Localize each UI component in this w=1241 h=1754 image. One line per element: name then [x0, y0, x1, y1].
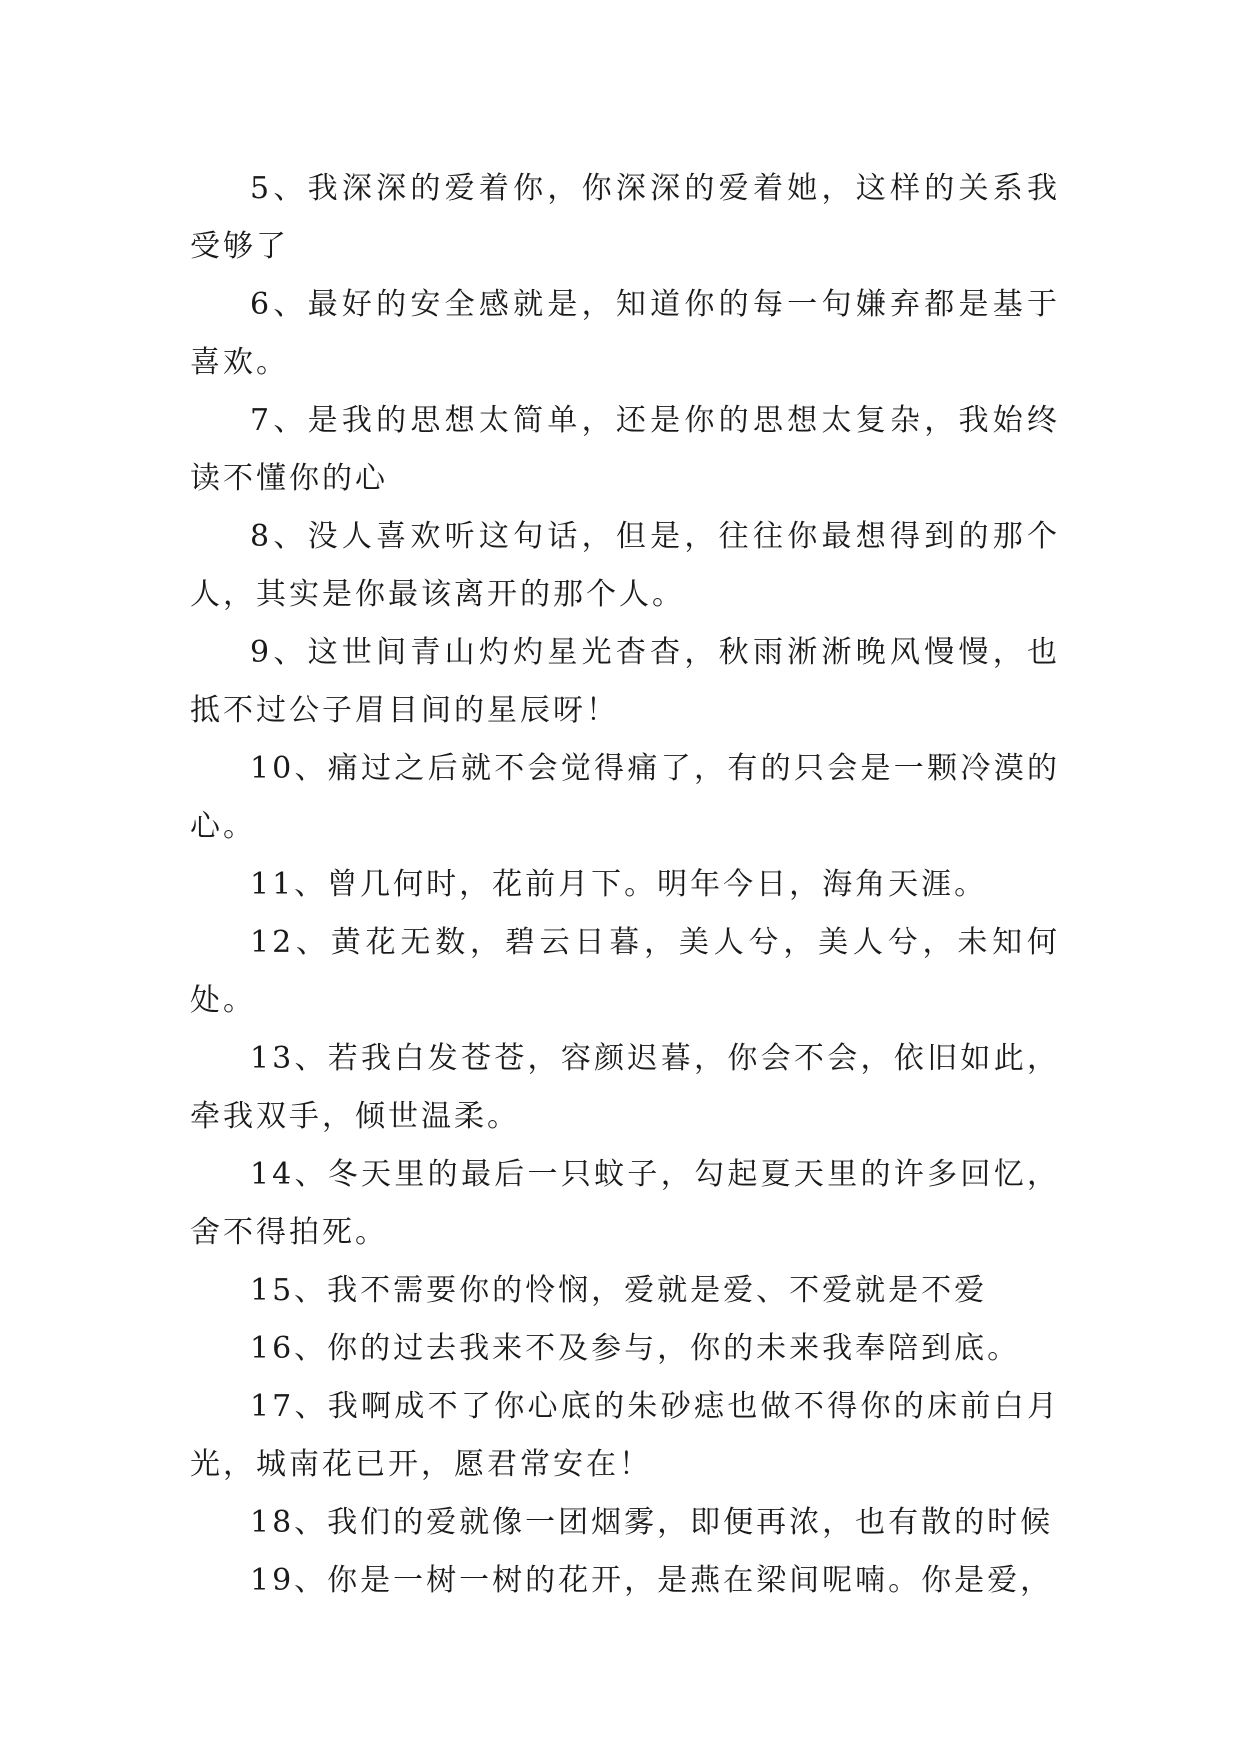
paragraph-8: 8、没人喜欢听这句话，但是，往往你最想得到的那个人，其实是你最该离开的那个人。: [190, 519, 1060, 612]
paragraph-7: 7、是我的思想太简单，还是你的思想太复杂，我始终读不懂你的心: [190, 403, 1060, 496]
paragraph-9: 9、这世间青山灼灼星光杳杳，秋雨淅淅晚风慢慢，也抵不过公子眉目间的星辰呀！: [190, 635, 1060, 728]
paragraph-17: 17、我啊成不了你心底的朱砂痣也做不得你的床前白月光，城南花已开，愿君常安在！: [190, 1389, 1060, 1482]
paragraph-5: 5、我深深的爱着你，你深深的爱着她，这样的关系我受够了: [190, 171, 1060, 264]
paragraph-19: 19、你是一树一树的花开，是燕在梁间呢喃。你是爱，: [250, 1563, 1054, 1598]
paragraph-12: 12、黄花无数，碧云日暮，美人兮，美人兮，未知何处。: [190, 925, 1060, 1018]
paragraph-13: 13、若我白发苍苍，容颜迟暮，你会不会，依旧如此，牵我双手，倾世温柔。: [190, 1041, 1060, 1134]
paragraph-6: 6、最好的安全感就是，知道你的每一句嫌弃都是基于喜欢。: [190, 287, 1060, 380]
paragraph-10: 10、痛过之后就不会觉得痛了，有的只会是一颗冷漠的心。: [190, 751, 1060, 844]
paragraph-15: 15、我不需要你的怜悯，爱就是爱、不爱就是不爱: [250, 1273, 988, 1308]
paragraph-16: 16、你的过去我来不及参与，你的未来我奉陪到底。: [250, 1331, 1021, 1366]
paragraph-11: 11、曾几何时，花前月下。明年今日，海角天涯。: [250, 867, 988, 902]
paragraph-14: 14、冬天里的最后一只蚊子，勾起夏天里的许多回忆，舍不得拍死。: [190, 1157, 1060, 1250]
paragraph-18: 18、我们的爱就像一团烟雾，即便再浓，也有散的时候: [250, 1505, 1054, 1540]
document-body: [190, 160, 1060, 1610]
